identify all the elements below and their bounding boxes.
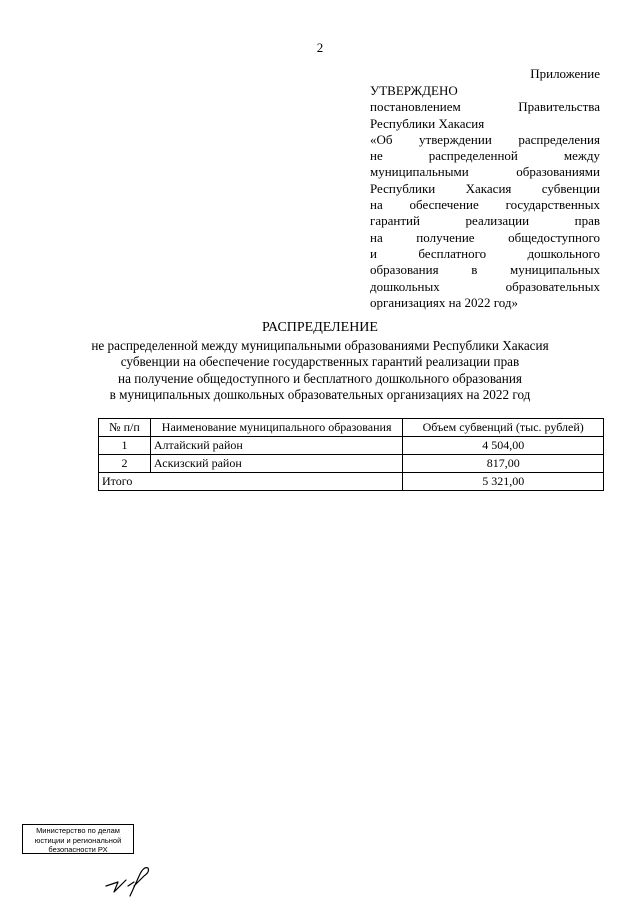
heading-line: не распределенной между муниципальными образованиями Республики Хакасия [91,337,549,353]
row-amount: 817,00 [403,455,604,473]
approval-line: постановлением Правительства [370,99,600,115]
table-total-row [99,473,604,491]
row-number: 1 [99,437,151,455]
approval-line: и бесплатного дошкольного [370,245,600,261]
approval-line: Республики Хакасия субвенции [370,180,600,196]
stamp-line: безопасности РХ [48,845,108,854]
approval-stamp: УТВЕРЖДЕНО [370,83,458,98]
table-row [99,437,604,455]
approval-line: Республики Хакасия [370,115,485,131]
row-municipality: Аскизский район [150,455,403,473]
distribution-title: РАСПРЕДЕЛЕНИЕ [262,320,378,335]
approval-block [370,83,600,311]
table-header-row [99,419,604,437]
approval-line: «Об утверждении распределения [370,131,600,147]
appendix-label: Приложение [530,66,600,81]
ministry-stamp [22,824,134,854]
stamp-line: юстиции и региональной [34,835,122,845]
total-amount: 5 321,00 [403,473,604,491]
header-municipality: Наименование муниципального образования [150,419,403,437]
row-number: 2 [99,455,151,473]
distribution-table [98,418,604,491]
stamp-line: Министерство по делам [36,826,120,835]
total-label: Итого [99,473,403,491]
header-number: № п/п [99,419,151,437]
heading-line: субвенции на обеспечение государственных гарантий реализации прав [120,354,520,369]
header-amount: Объем субвенций (тыс. рублей) [403,419,604,437]
approval-line: дошкольных образовательных [370,278,600,294]
approval-line: муниципальными образованиями [370,164,600,180]
heading-line: на получение общедоступного и бесплатного дошкольного образования [118,370,522,386]
distribution-heading [0,320,640,404]
approval-line: на получение общедоступного [370,229,600,245]
approval-line: образования в муниципальных [370,262,600,278]
approval-line: организациях на 2022 год» [370,294,519,310]
heading-line: в муниципальных дошкольных образовательных организациях на 2022 год [109,387,531,402]
row-amount: 4 504,00 [403,437,604,455]
approval-line: не распределенной между [370,148,600,164]
page-number: 2 [316,40,324,55]
table-row [99,455,604,473]
approval-line: на обеспечение государственных [370,197,600,213]
approval-line: гарантий реализации прав [370,213,600,229]
signature-mark [104,862,156,898]
row-municipality: Алтайский район [150,437,403,455]
